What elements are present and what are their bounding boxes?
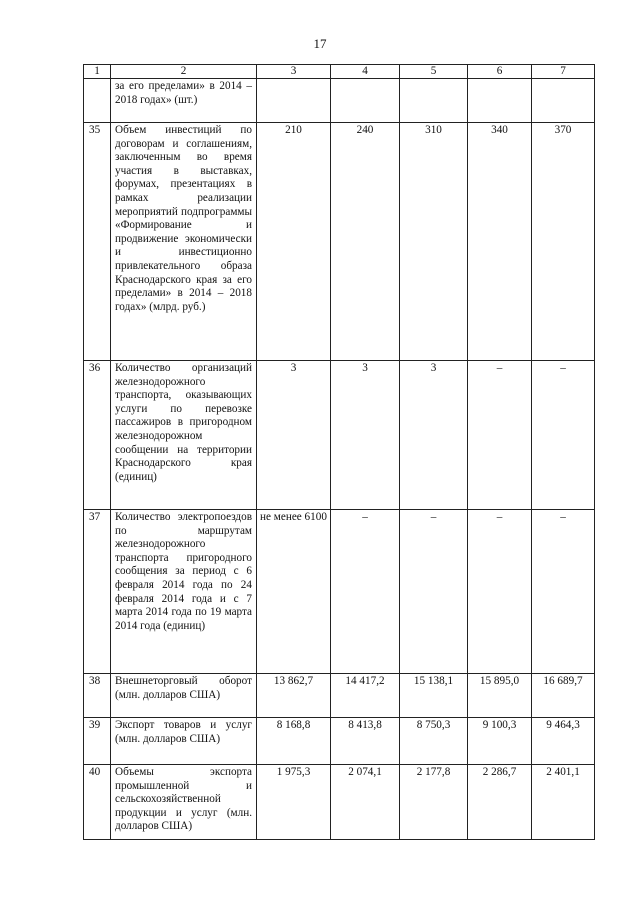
row-value: 1 975,3 (257, 765, 331, 840)
table-row (84, 79, 595, 123)
row-number: 40 (84, 765, 111, 840)
table-row (84, 361, 595, 510)
row-description: Объем инвестиций по договорам и соглашениям, заключенным во время участия в выставках, форумах, презентациях в рамках реализации мероприятий подпрограммы «Формирование и продвижение экономически и инвестиционно привлекательного образа Краснодарского края за его пределами» в 2014 – 2018 годах» (млрд. руб.) (111, 123, 257, 361)
column-number: 1 (84, 65, 111, 79)
row-value: 3 (257, 361, 331, 510)
table-row (84, 674, 595, 718)
row-value: – (468, 510, 532, 674)
column-number: 5 (400, 65, 468, 79)
column-number: 7 (532, 65, 595, 79)
indicators-table (83, 64, 595, 840)
row-value (257, 79, 331, 123)
table-row (84, 510, 595, 674)
row-value: 2 286,7 (468, 765, 532, 840)
row-value: 3 (400, 361, 468, 510)
row-number: 37 (84, 510, 111, 674)
row-value: 340 (468, 123, 532, 361)
row-value: 13 862,7 (257, 674, 331, 718)
row-value: 14 417,2 (331, 674, 400, 718)
row-value: – (532, 361, 595, 510)
row-value: не менее 6100 (257, 510, 331, 674)
row-value: – (468, 361, 532, 510)
row-description: Количество электропоездов по маршрутам железнодорожного транспорта пригородного сообщения за период с 6 февраля 2014 года по 24 февраля 2014 года и с 7 марта 2014 года по 19 марта 2014 года (единиц) (111, 510, 257, 674)
row-value: 16 689,7 (532, 674, 595, 718)
row-value (468, 79, 532, 123)
row-value: 2 074,1 (331, 765, 400, 840)
row-value: – (331, 510, 400, 674)
row-value: 8 750,3 (400, 718, 468, 765)
row-number: 38 (84, 674, 111, 718)
row-description: за его пределами» в 2014 – 2018 годах» (шт.) (111, 79, 257, 123)
row-description: Объемы экспорта промышленной и сельскохозяйственной продукции и услуг (млн. долларов США) (111, 765, 257, 840)
row-description: Экспорт товаров и услуг (млн. долларов США) (111, 718, 257, 765)
row-number: 39 (84, 718, 111, 765)
table-row (84, 718, 595, 765)
row-value: 210 (257, 123, 331, 361)
table-row (84, 765, 595, 840)
table-row (84, 123, 595, 361)
column-number: 3 (257, 65, 331, 79)
table-header-row (84, 65, 595, 79)
column-number: 2 (111, 65, 257, 79)
row-value (532, 79, 595, 123)
row-value: 9 100,3 (468, 718, 532, 765)
row-value: – (400, 510, 468, 674)
row-value: 15 138,1 (400, 674, 468, 718)
row-description: Внешнеторговый оборот (млн. долларов США) (111, 674, 257, 718)
row-value (400, 79, 468, 123)
row-value: 3 (331, 361, 400, 510)
row-value: 310 (400, 123, 468, 361)
row-number: 35 (84, 123, 111, 361)
page-number: 17 (313, 36, 327, 51)
row-value (331, 79, 400, 123)
column-number: 6 (468, 65, 532, 79)
row-value: 8 413,8 (331, 718, 400, 765)
row-number: 36 (84, 361, 111, 510)
row-value: 370 (532, 123, 595, 361)
row-number (84, 79, 111, 123)
row-value: 2 177,8 (400, 765, 468, 840)
row-value: 2 401,1 (532, 765, 595, 840)
row-value: 15 895,0 (468, 674, 532, 718)
row-value: 8 168,8 (257, 718, 331, 765)
row-value: – (532, 510, 595, 674)
row-value: 240 (331, 123, 400, 361)
row-value: 9 464,3 (532, 718, 595, 765)
column-number: 4 (331, 65, 400, 79)
row-description: Количество организаций железнодорожного транспорта, оказывающих услуги по перевозке пассажиров в пригородном железнодорожном сообщении на территории Краснодарского края (единиц) (111, 361, 257, 510)
